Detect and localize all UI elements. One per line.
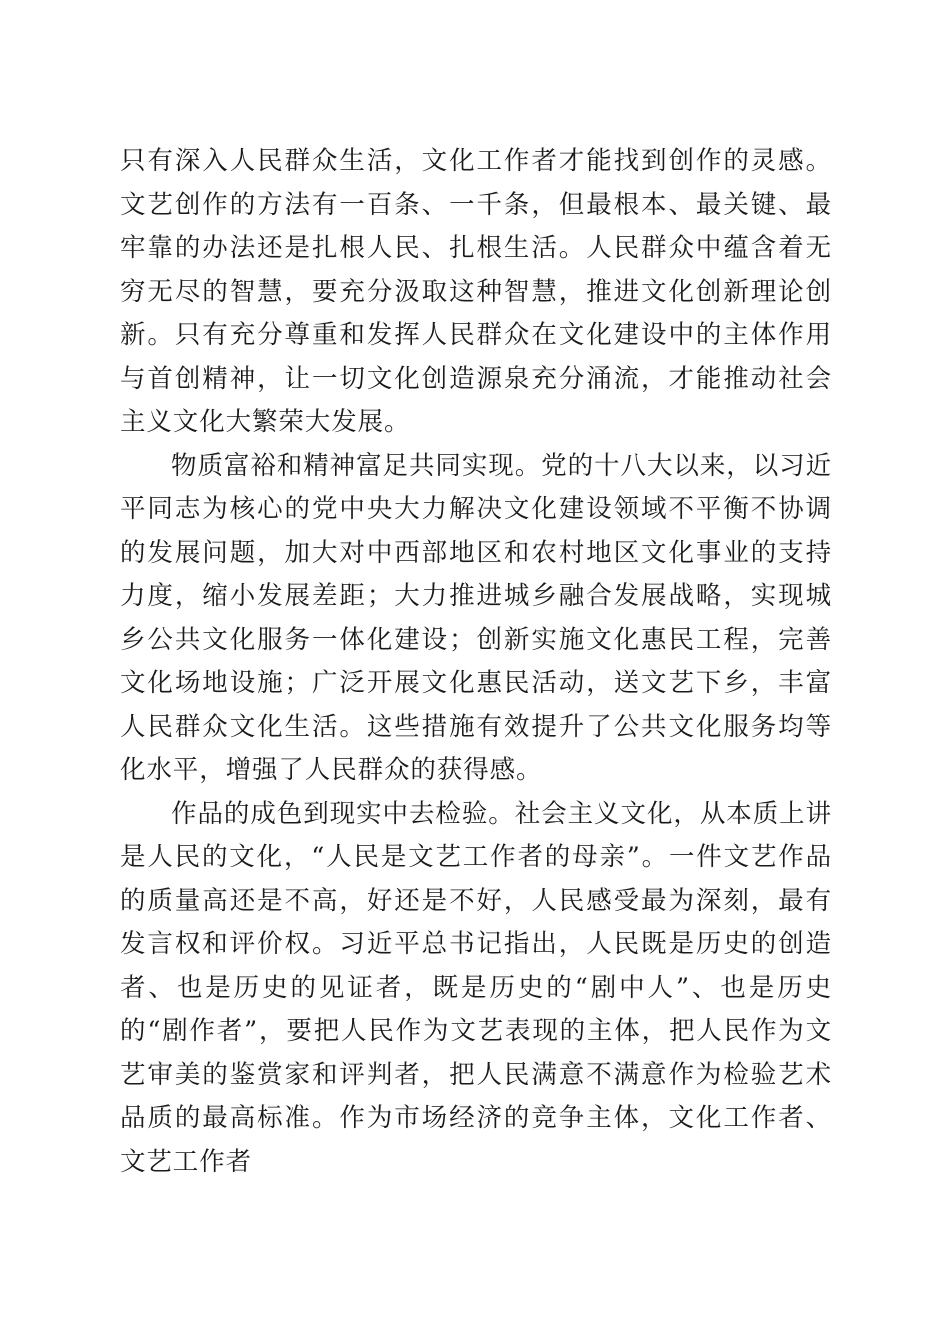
paragraph-2: 物质富裕和精神富足共同实现。党的十八大以来，以习近平同志为核心的党中央大力解决文化建设领域不平衡不协调的发展问题，加大对中西部地区和农村地区文化事业的支持力度，缩小发展差距；大力推进城乡融合发展战略，实现城乡公共文化服务一体化建设；创新实施文化惠民工程，完善文化场地设施；广泛开展文化惠民活动，送文艺下乡，丰富人民群众文化生活。这些措施有效提升了公共文化服务均等化水平，增强了人民群众的获得感。 [120,450,832,785]
document-body [120,140,832,1184]
paragraph-1: 只有深入人民群众生活，文化工作者才能找到创作的灵感。文艺创作的方法有一百条、一千条，但最根本、最关键、最牢靠的办法还是扎根人民、扎根生活。人民群众中蕴含着无穷无尽的智慧，要充分汲取这种智慧，推进文化创新理论创新。只有充分尊重和发挥人民群众在文化建设中的主体作用与首创精神，让一切文化创造源泉充分涌流，才能推动社会主义文化大繁荣大发展。 [120,146,832,437]
paragraph-3: 作品的成色到现实中去检验。社会主义文化，从本质上讲是人民的文化，“人民是文艺工作者的母亲”。一件文艺作品的质量高还是不高，好还是不好，人民感受最为深刻，最有发言权和评价权。习近平总书记指出，人民既是历史的创造者、也是历史的见证者，既是历史的“剧中人”、也是历史的“剧作者”，要把人民作为文艺表现的主体，把人民作为文艺审美的鉴赏家和评判者，把人民满意不满意作为检验艺术品质的最高标准。作为市场经济的竞争主体，文化工作者、文艺工作者 [120,798,832,1177]
